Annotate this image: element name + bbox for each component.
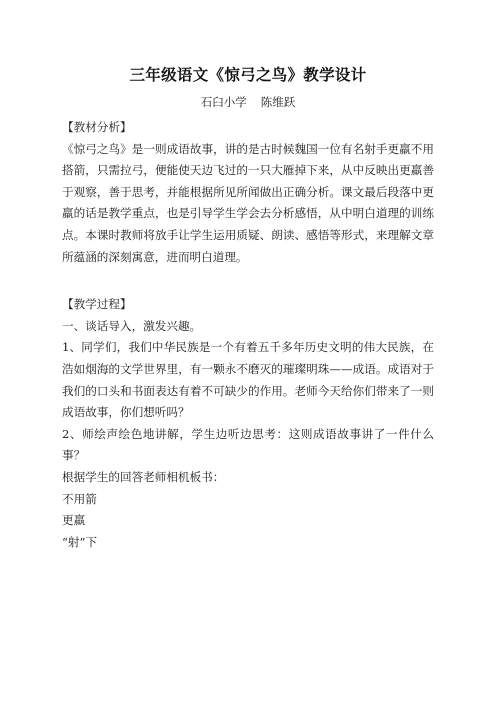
step1-paragraph-1: 1、同学们，我们中华民族是一个有着五千多年历史文明的伟大民族，在浩如烟海的文学世界里，有一颗永不磨灭的璀璨明珠——成语。成语对于我们的口头和书面表达有着不可缺少的作用。老师今天给你们带来了一则成语故事，你们想听吗？: [62, 340, 434, 420]
analysis-paragraph: 《惊弓之鸟》是一则成语故事，讲的是古时候魏国一位有名射手更羸不用搭箭，只需拉弓，便能使天边飞过的一只大雁掉下来，从中反映出更羸善于观察，善于思考，并能根据所见所闻做出正确分析。课文最后段落中更羸的话是教学重点，也是引导学生学会去分析感悟，从中明白道理的训练点。本课时教师将放手让学生运用质疑、朗读、感悟等形式，来理解文章所蕴涵的深刻寓意，进而明白道理。: [62, 141, 434, 264]
step1-paragraph-2: 2、师绘声绘色地讲解，学生边听边思考：这则成语故事讲了一件什么事？: [62, 426, 434, 463]
step1-heading: 一、谈话导入，激发兴趣。: [62, 318, 202, 333]
byline: [0, 94, 496, 110]
document-title: 三年级语文《惊弓之鸟》教学设计: [129, 66, 367, 84]
section-spacer: [62, 268, 434, 294]
board-item: 更羸: [62, 513, 86, 528]
byline-school: 石臼小学: [200, 95, 247, 109]
board-item: “射”下: [62, 534, 98, 549]
board-item: 不用箭: [62, 491, 97, 506]
board-intro: 根据学生的回答老师相机板书：: [62, 469, 225, 484]
process-heading: 【教学过程】: [62, 297, 132, 312]
document-body: [62, 117, 434, 553]
analysis-heading: 【教材分析】: [62, 120, 132, 134]
byline-author: 陈维跃: [260, 95, 296, 109]
